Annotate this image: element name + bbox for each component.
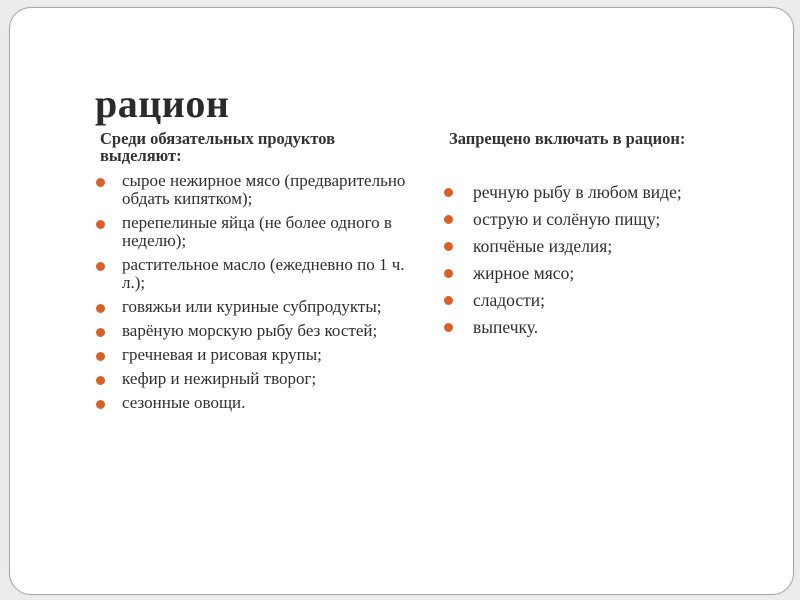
bullet-icon <box>96 178 105 187</box>
bullet-icon <box>444 188 453 197</box>
bullet-icon <box>444 323 453 332</box>
list-item <box>85 346 412 364</box>
list-item-text: выпечку. <box>473 317 539 337</box>
list-item-text: кефир и нежирный творог; <box>122 369 317 388</box>
forbidden-products-heading: Запрещено включать в рацион: <box>449 129 686 148</box>
list-item-text: речную рыбу в любом виде; <box>473 182 682 202</box>
list-item-text: сырое нежирное мясо (предварительно обдать кипятком); <box>122 171 406 208</box>
list-item-text: жирное мясо; <box>473 263 575 283</box>
forbidden-products-list <box>430 183 760 336</box>
slide-title: рацион <box>95 81 230 126</box>
list-item <box>430 291 760 309</box>
list-item <box>85 214 412 250</box>
list-item-text: сезонные овощи. <box>122 393 246 412</box>
list-item-text: копчёные изделия; <box>473 236 613 256</box>
bullet-icon <box>444 215 453 224</box>
required-products-list <box>85 172 415 412</box>
bullet-icon <box>96 328 105 337</box>
list-item-text: острую и солёную пищу; <box>473 209 661 229</box>
list-item <box>85 370 412 388</box>
bullet-icon <box>444 296 453 305</box>
list-item-text: сладости; <box>473 290 545 310</box>
required-products-column <box>85 130 415 418</box>
bullet-icon <box>96 400 105 409</box>
bullet-icon <box>96 376 105 385</box>
list-item-text: растительное масло (ежедневно по 1 ч. л.); <box>122 255 405 292</box>
bullet-icon <box>96 262 105 271</box>
bullet-icon <box>96 352 105 361</box>
list-item <box>85 394 412 412</box>
list-item-text: перепелиные яйца (не более одного в неделю); <box>122 213 392 250</box>
list-item <box>430 237 760 255</box>
required-products-heading: Среди обязательных продуктов выделяют: <box>100 129 336 165</box>
forbidden-products-column <box>430 130 760 345</box>
list-item <box>85 172 412 208</box>
list-item-text: варёную морскую рыбу без костей; <box>122 321 378 340</box>
bullet-icon <box>96 220 105 229</box>
bullet-icon <box>444 242 453 251</box>
bullet-icon <box>96 304 105 313</box>
list-item <box>430 318 760 336</box>
list-item <box>430 210 760 228</box>
bullet-icon <box>444 269 453 278</box>
list-item <box>85 322 412 340</box>
slide <box>9 7 794 595</box>
list-item <box>85 298 412 316</box>
list-item <box>430 183 760 201</box>
list-item-text: гречневая и рисовая крупы; <box>122 345 322 364</box>
list-item <box>430 264 760 282</box>
list-item-text: говяжьи или куриные субпродукты; <box>122 297 382 316</box>
list-item <box>85 256 412 292</box>
